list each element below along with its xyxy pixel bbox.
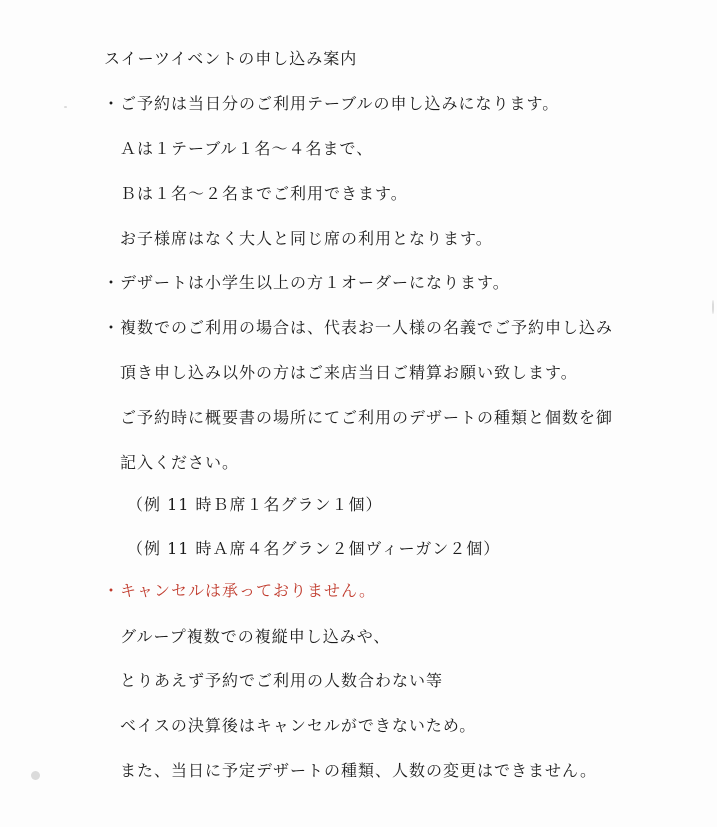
payment-note: 頂き申し込み以外の方はご来店当日ご精算お願い致します。 — [120, 363, 578, 382]
document-title: スイーツイベントの申し込み案内 — [104, 49, 358, 68]
bullet-reservation: ・ご予約は当日分のご利用テーブルの申し込みになります。 — [103, 94, 560, 113]
no-change-note: また、当日に予定デザートの種類、人数の変更はできません。 — [120, 761, 597, 780]
scan-speck — [712, 300, 714, 314]
table-b-capacity: Ｂは１名～２名までご利用できます。 — [120, 184, 408, 203]
cancel-reason-settlement: ベイスの決算後はキャンセルができないため。 — [120, 716, 477, 735]
order-sheet-note-cont: 記入ください。 — [120, 453, 240, 472]
bullet-multiple-use: ・複数でのご利用の場合は、代表お一人様の名義でご予約申し込み — [103, 318, 614, 337]
scan-speck — [31, 771, 40, 780]
order-sheet-note: ご予約時に概要書の場所にてご利用のデザートの種類と個数を御 — [120, 408, 614, 427]
scan-speck — [64, 106, 67, 108]
cancel-reason-tentative: とりあえず予約でご利用の人数合わない等 — [120, 671, 444, 690]
example-b-seat: （例 11 時Ｂ席１名グラン１個） — [127, 495, 383, 514]
bullet-dessert-order: ・デザートは小学生以上の方１オーダーになります。 — [103, 273, 510, 292]
table-a-capacity: Ａは１テーブル１名～４名まで、 — [120, 139, 374, 158]
example-a-seat: （例 11 時Ａ席４名グラン２個ヴィーガン２個） — [127, 539, 501, 558]
bullet-no-cancellation: ・キャンセルは承っておりません。 — [103, 581, 376, 600]
cancel-reason-group: グループ複数での複縦申し込みや、 — [120, 627, 391, 646]
child-seat-note: お子様席はなく大人と同じ席の利用となります。 — [120, 229, 493, 248]
